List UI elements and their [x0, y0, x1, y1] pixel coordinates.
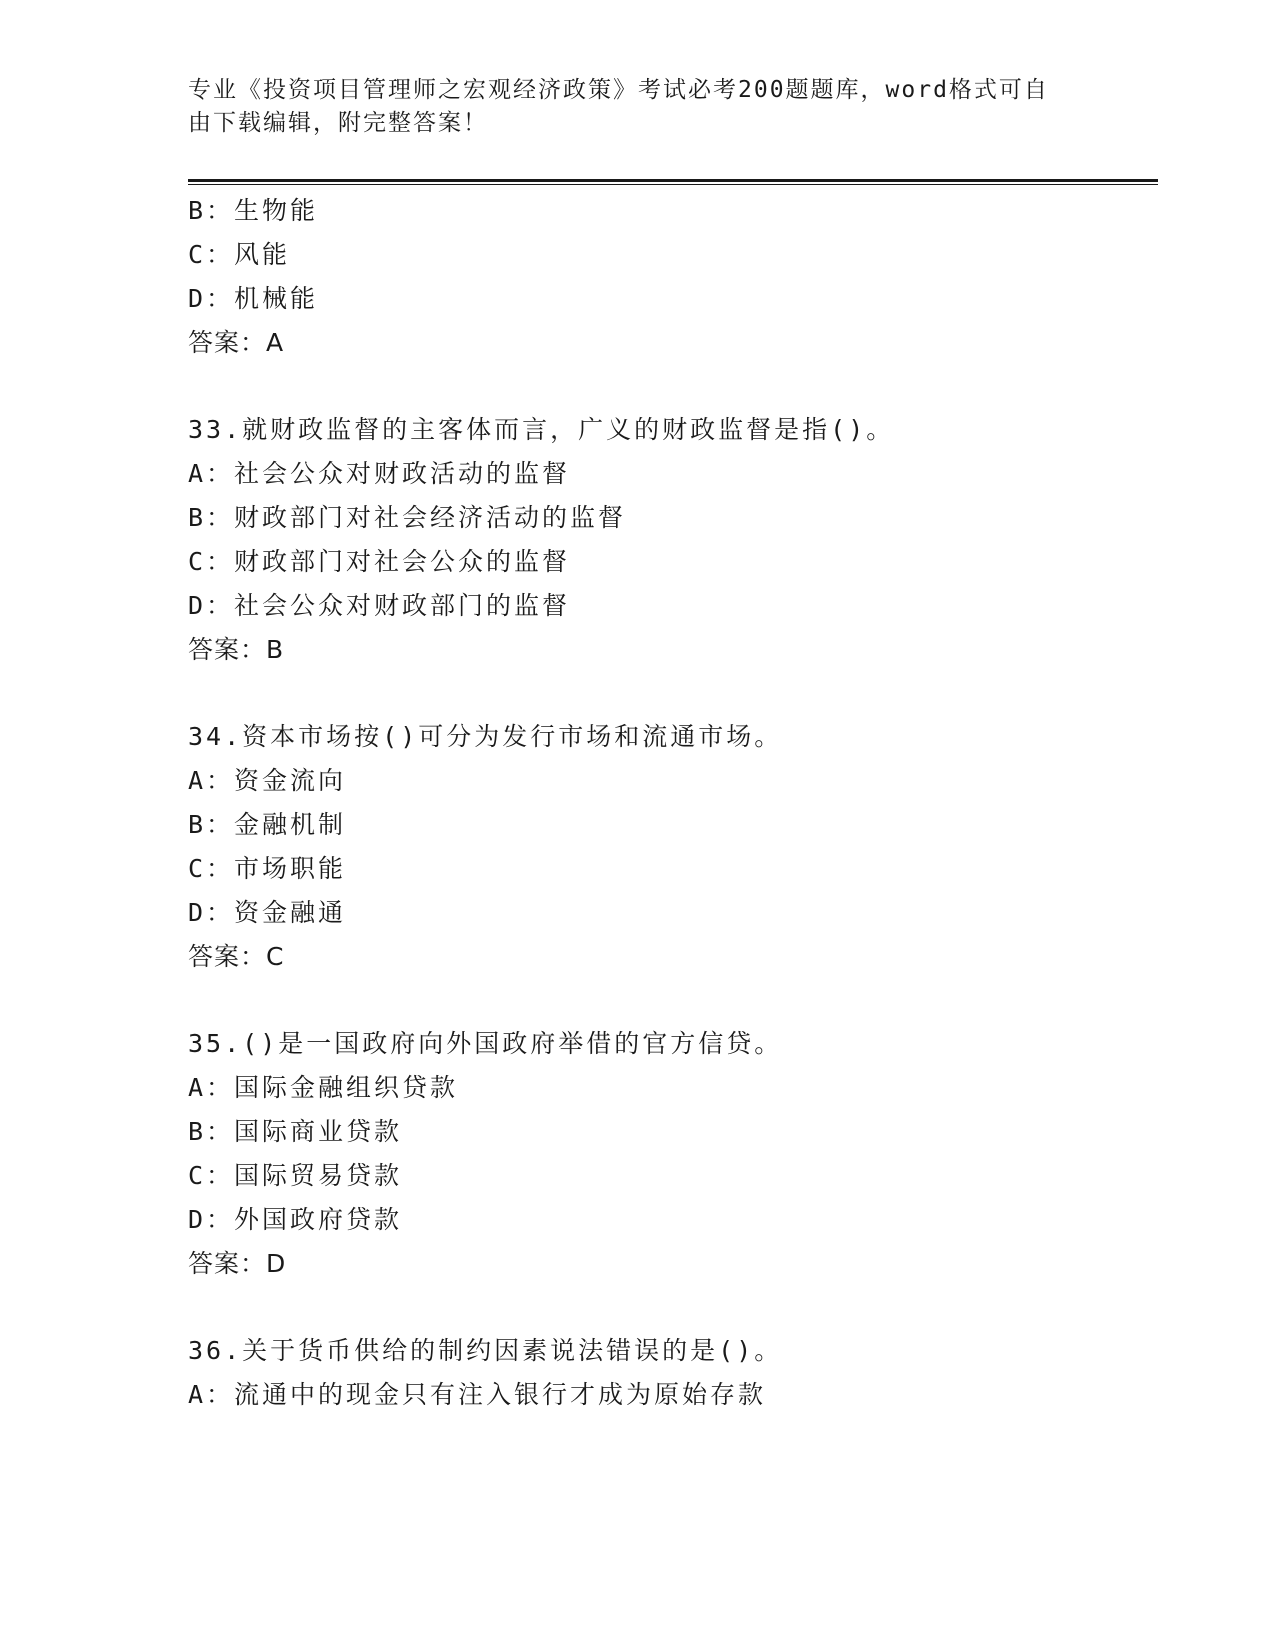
answer: 答案：D: [188, 1249, 287, 1278]
option-c: C：财政部门对社会公众的监督: [188, 547, 571, 576]
option-a: A：社会公众对财政活动的监督: [188, 459, 571, 488]
option-d: D：社会公众对财政部门的监督: [188, 591, 571, 620]
document-header: 专业《投资项目管理师之宏观经济政策》考试必考200题题库，word格式可自由下载编辑，附完整答案！: [188, 77, 1049, 136]
option-d: D：外国政府贷款: [188, 1205, 403, 1234]
option-a: A：国际金融组织贷款: [188, 1073, 459, 1102]
option-b: B：金融机制: [188, 810, 347, 839]
option-d: D：资金融通: [188, 898, 347, 927]
question-stem: 35.()是一国政府向外国政府举借的官方信贷。: [188, 1029, 783, 1058]
question-stem: 36.关于货币供给的制约因素说法错误的是()。: [188, 1336, 783, 1365]
option-a: A：资金流向: [188, 766, 347, 795]
option-c: C：国际贸易贷款: [188, 1161, 403, 1190]
option-b: B：国际商业贷款: [188, 1117, 403, 1146]
option-b: B：财政部门对社会经济活动的监督: [188, 503, 627, 532]
header-divider-thin: [188, 184, 1158, 185]
question-stem: 33.就财政监督的主客体而言，广义的财政监督是指()。: [188, 415, 895, 444]
option-c: C：风能: [188, 240, 291, 269]
header-divider-thick: [188, 179, 1158, 182]
answer: 答案：B: [188, 635, 285, 664]
answer: 答案：A: [188, 328, 285, 357]
question-stem: 34.资本市场按()可分为发行市场和流通市场。: [188, 722, 783, 751]
option-a: A：流通中的现金只有注入银行才成为原始存款: [188, 1380, 767, 1409]
answer: 答案：C: [188, 942, 285, 971]
option-b: B：生物能: [188, 196, 319, 225]
option-d: D：机械能: [188, 284, 319, 313]
option-c: C：市场职能: [188, 854, 347, 883]
